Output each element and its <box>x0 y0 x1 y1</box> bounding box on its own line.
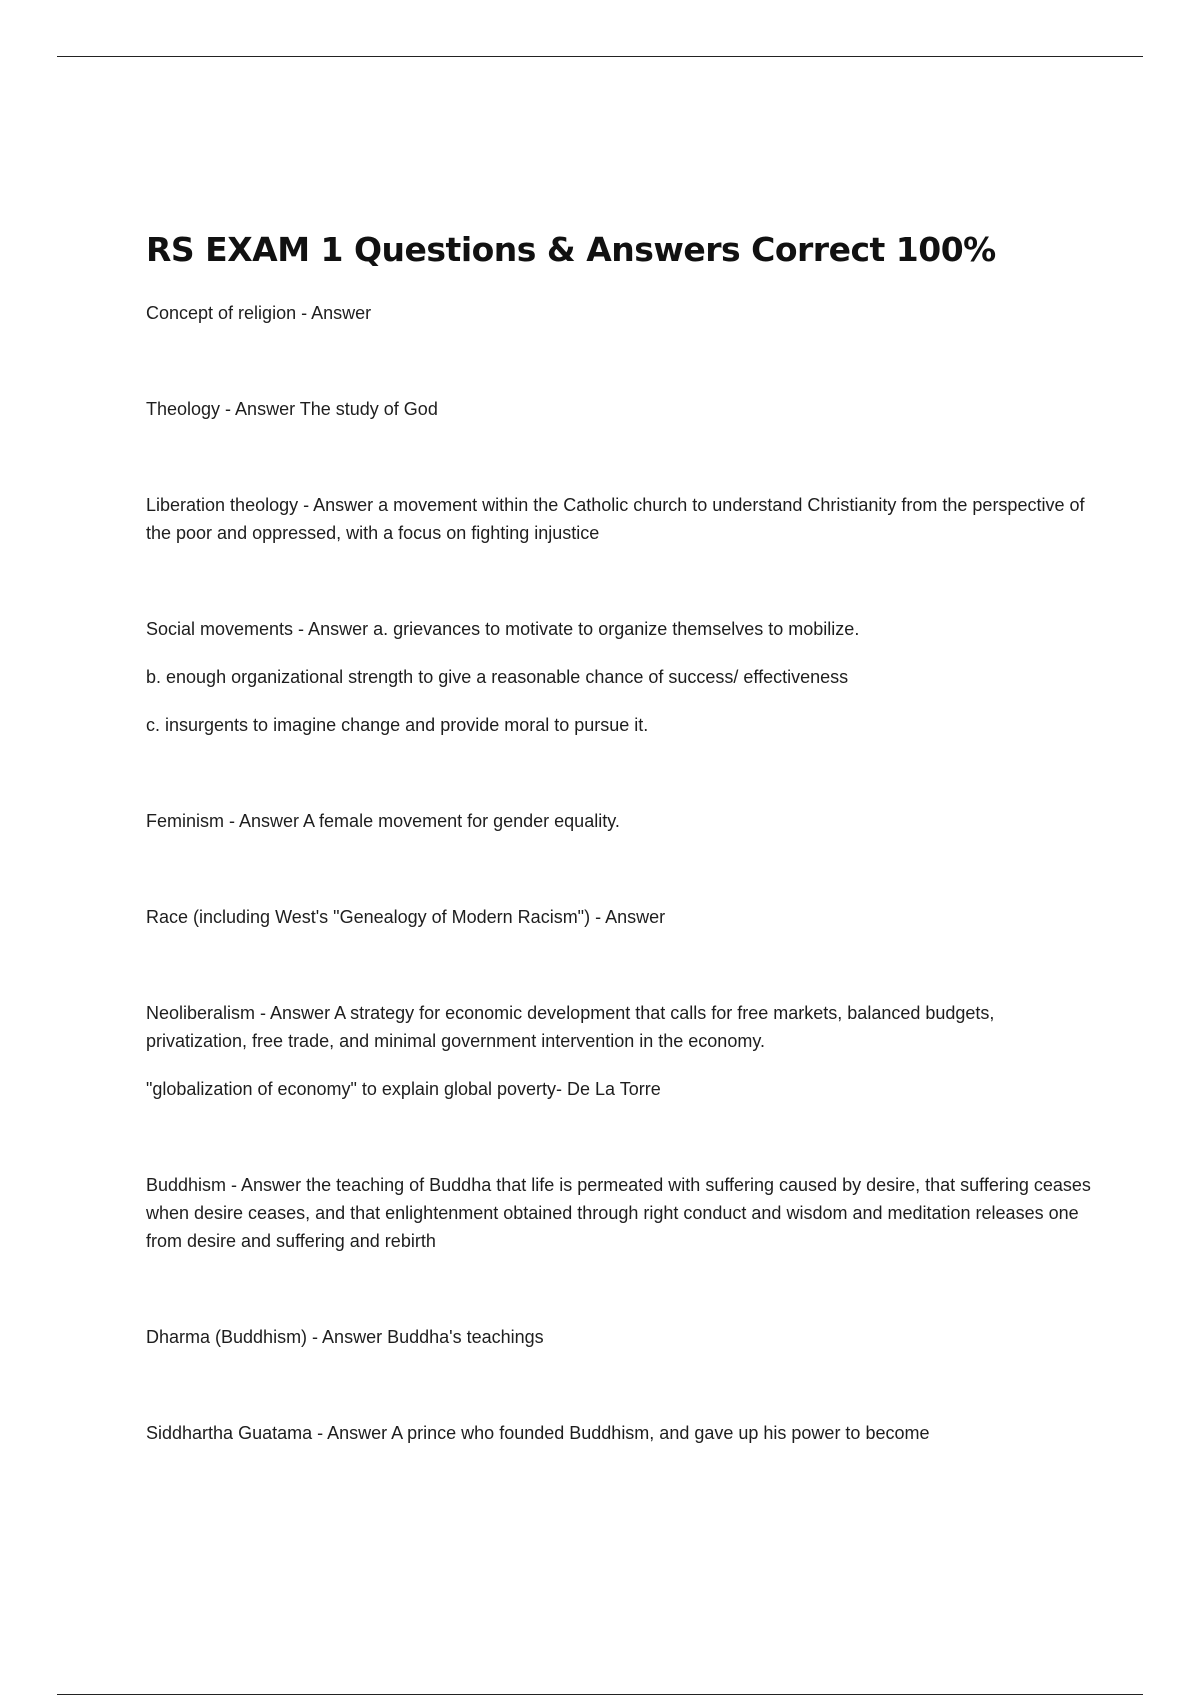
qa-entry-liberation-theology <box>146 491 1096 547</box>
qa-entry-dharma <box>146 1323 1096 1351</box>
header-rule <box>57 56 1143 57</box>
footer-rule <box>57 1694 1143 1695</box>
qa-text: Social movements - Answer a. grievances to motivate to organize themselves to mobilize. <box>146 619 860 639</box>
qa-text: Concept of religion - Answer <box>146 303 372 323</box>
qa-entry-theology <box>146 395 1096 423</box>
qa-text: Neoliberalism - Answer A strategy for economic development that calls for free markets, balanced budgets, privatization, free trade, and minimal government intervention in the economy. <box>146 1003 995 1051</box>
qa-text: Theology - Answer The study of God <box>146 399 438 419</box>
qa-entry-buddhism <box>146 1171 1096 1255</box>
document-body <box>146 222 1096 1447</box>
qa-entry-neoliberalism <box>146 999 1096 1103</box>
qa-entry-siddhartha-guatama <box>146 1419 1096 1447</box>
qa-text-continued: b. enough organizational strength to give a reasonable chance of success/ effectiveness <box>146 667 849 687</box>
qa-text: Buddhism - Answer the teaching of Buddha that life is permeated with suffering caused by desire, that suffering ceases when desire ceases, and that enlightenment obtained through right conduct and wisdom and meditation releases one from desire and suffering and rebirth <box>146 1175 1091 1251</box>
qa-text: Siddhartha Guatama - Answer A prince who founded Buddhism, and gave up his power to become <box>146 1423 930 1443</box>
qa-entry-feminism <box>146 807 1096 835</box>
qa-text-continued: c. insurgents to imagine change and provide moral to pursue it. <box>146 715 649 735</box>
document-title: RS EXAM 1 Questions & Answers Correct 100% <box>146 230 996 269</box>
qa-text: Feminism - Answer A female movement for gender equality. <box>146 811 620 831</box>
qa-text-continued: "globalization of economy" to explain global poverty- De La Torre <box>146 1079 661 1099</box>
qa-entry-social-movements <box>146 615 1096 739</box>
qa-entry-concept-of-religion <box>146 299 1096 327</box>
qa-text: Liberation theology - Answer a movement within the Catholic church to understand Christianity from the perspective of the poor and oppressed, with a focus on fighting injustice <box>146 495 1085 543</box>
qa-entry-race <box>146 903 1096 931</box>
qa-text: Race (including West's "Genealogy of Modern Racism") - Answer <box>146 907 666 927</box>
qa-text: Dharma (Buddhism) - Answer Buddha's teachings <box>146 1327 544 1347</box>
